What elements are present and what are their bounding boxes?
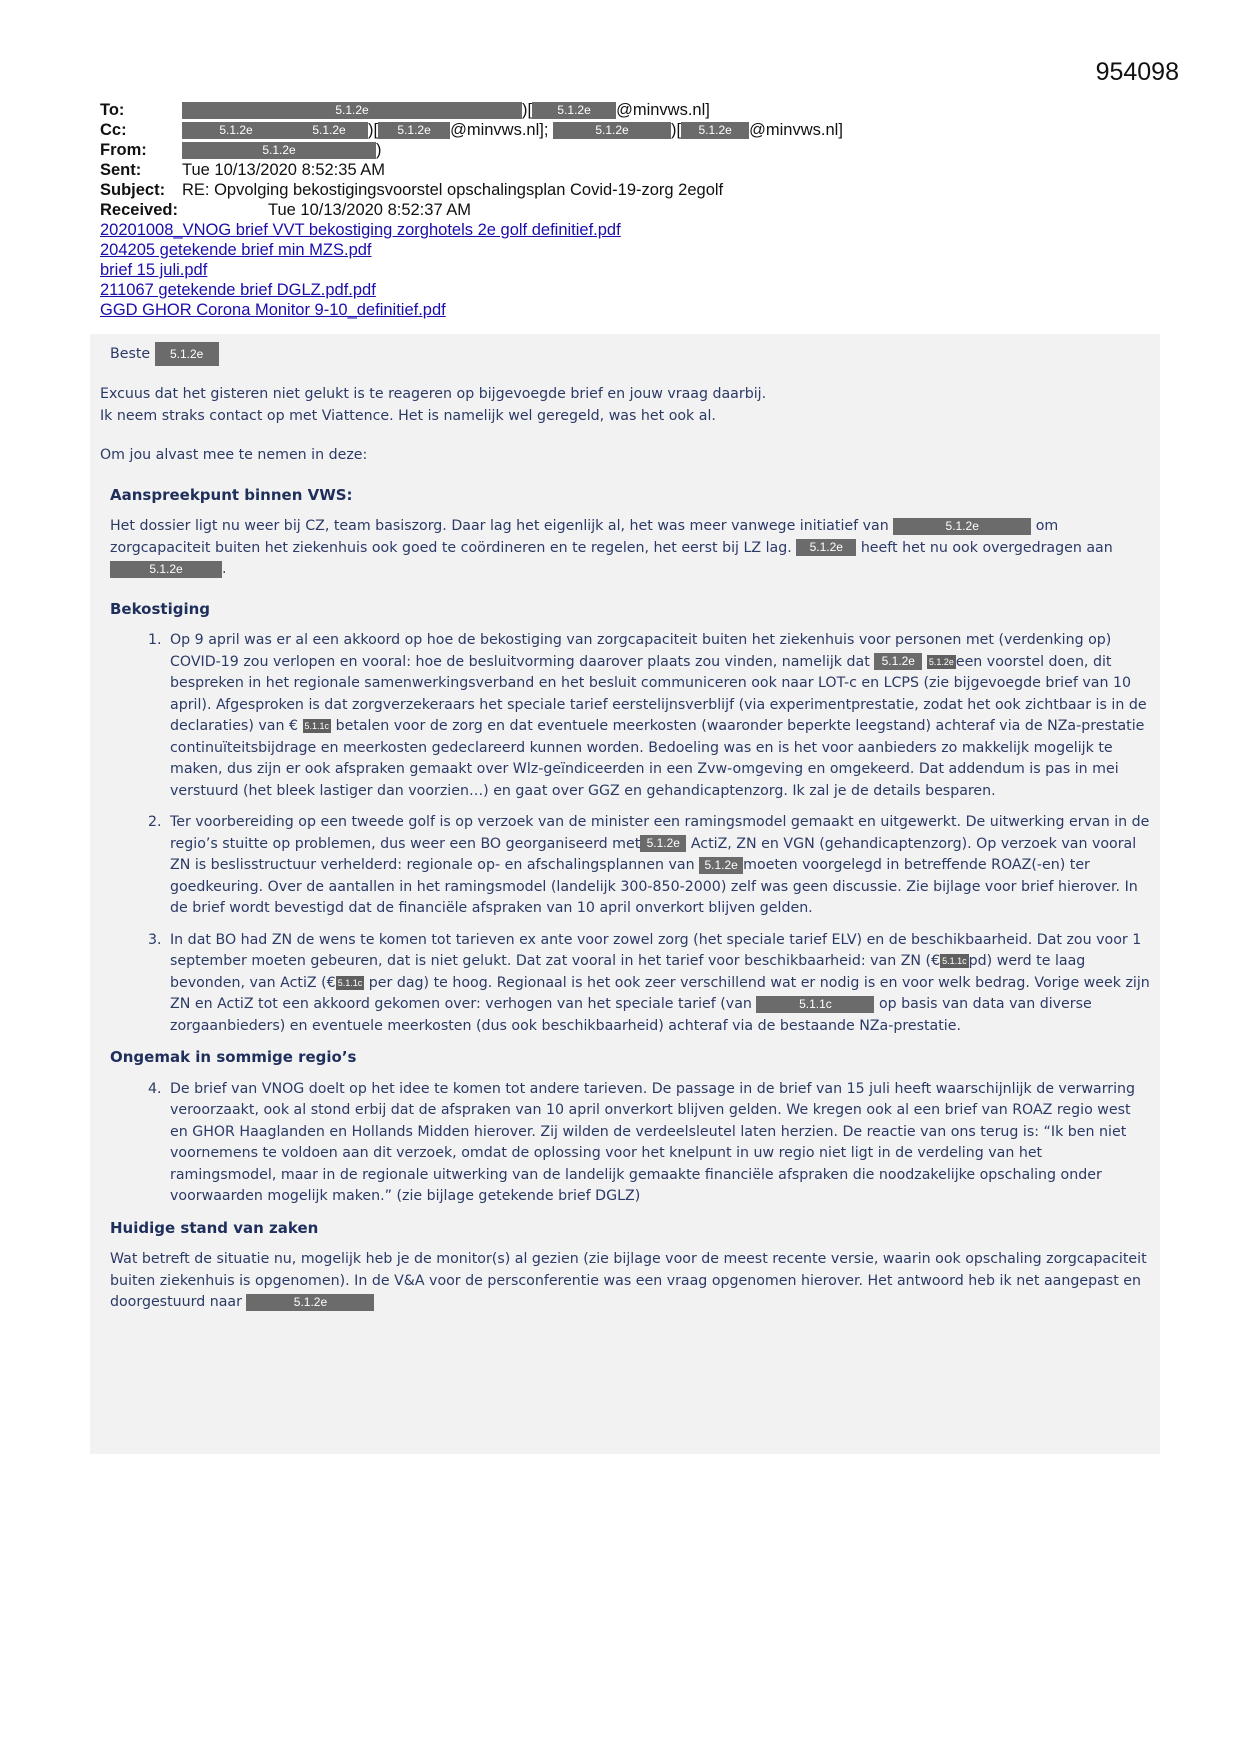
- text-span: Ter voorbereiding op een tweede golf is op verzoek van de minister een ramingsmodel gemaakt en uitgewerkt. De uitwerking ervan in de regio’s stuitte op problemen, dus weer een BO georganiseerd met: [170, 814, 1150, 852]
- redaction: 5.1.2e: [290, 122, 368, 139]
- redaction: 5.1.2e: [155, 342, 219, 366]
- redaction: 5.1.2e: [246, 1294, 374, 1311]
- redaction: 5.1.1c: [304, 721, 330, 731]
- intro-line-2: Ik neem straks contact op met Viattence. Het is namelijk wel geregeld, was het ook al.: [100, 407, 716, 424]
- received-value: Tue 10/13/2020 8:52:37 AM: [268, 201, 472, 219]
- regions-list: [100, 1079, 1150, 1208]
- contact-paragraph: [110, 516, 1150, 581]
- redaction: 5.1.2e: [182, 102, 522, 119]
- sent-row: [100, 160, 1160, 180]
- redaction: 5.1.2e: [874, 653, 922, 670]
- attachment-link[interactable]: GGD GHOR Corona Monitor 9-10_definitief.pdf: [100, 301, 446, 319]
- from-row: [100, 140, 1160, 160]
- attachment-link[interactable]: 204205 getekende brief min MZS.pdf: [100, 241, 372, 259]
- text-span: Wat betreft de situatie nu, mogelijk heb je de monitor(s) al gezien (zie bijlage voor de meest recente versie, waarin ook opschaling zorgcapaciteit buiten ziekenhuis is opgenomen). In de V&A voor de persconferentie was een vraag opgenomen hierover. Het antwoord heb ik net aangepast en doorgestuurd naar: [110, 1251, 1147, 1310]
- section-heading: Huidige stand van zaken: [110, 1218, 319, 1237]
- text-span: Het dossier ligt nu weer bij CZ, team basiszorg. Daar lag het eigenlijk al, het was meer vanwege initiatief van: [110, 518, 889, 534]
- redaction: 5.1.2e: [699, 857, 743, 874]
- status-paragraph: [110, 1249, 1150, 1314]
- redaction: 5.1.1c: [337, 977, 363, 988]
- message-body: [90, 334, 1160, 1454]
- intro-line-1: Excuus dat het gisteren niet gelukt is te reageren op bijgevoegde brief en jouw vraag daarbij.: [100, 386, 767, 402]
- list-item: 4. De brief van VNOG doelt op het idee te komen tot andere tarieven. De passage in de brief van 15 juli heeft waarschijnlijk de verwarring veroorzaakt, ook al stond erbij dat de afspraken van 10 april onverkort blijven gelden. We kregen ook al een brief van ROAZ regio west en GHOR Haaglanden en Hollands Midden hierover. Zij wilden de verdeelsleutel laten herzien. De reactie van ons terug is: “Ik ben niet voornemens te voldoen aan dit verzoek, omdat de oplossing voor het knelpunt in uw regio niet ligt in de verdeling van het ramingsmodel, maar in de regionale uitwerking van de landelijk gemaakte financiële afspraken die noodzakelijke opschaling onder voorwaarden mogelijk maken.” (zie bijlage getekende brief DGLZ): [166, 1079, 1150, 1208]
- subject-label: Subject:: [100, 181, 166, 199]
- text-span: .: [222, 561, 227, 577]
- redaction: 5.1.2e: [553, 122, 671, 139]
- cc-value: 5.1.2e 5.1.2e )[ 5.1.2e @minvws.nl]; 5.1.2e )[ 5.1.2e @minvws.nl]: [182, 120, 843, 140]
- attachment-link[interactable]: 20201008_VNOG brief VVT bekostiging zorghotels 2e golf definitief.pdf: [100, 221, 621, 239]
- cc-row: [100, 120, 1160, 140]
- redaction: 5.1.2e: [893, 518, 1031, 535]
- redaction: 5.1.2e: [378, 122, 450, 139]
- cc-domain-2: @minvws.nl]: [749, 121, 843, 139]
- intro-paragraph: [100, 384, 1150, 427]
- subject-value: RE: Opvolging bekostigingsvoorstel opschalingsplan Covid-19-zorg 2egolf: [182, 181, 724, 199]
- redaction: 5.1.1c: [942, 956, 967, 966]
- redaction: 5.1.2e: [182, 142, 376, 159]
- to-row: [100, 100, 1160, 120]
- subject-row: [100, 180, 1160, 200]
- attachment-list: [100, 220, 1160, 320]
- text-span: een voorstel doen, dit bespreken in het regionale samenwerkingsverband en het besluit communiceren ook naar LOT-c en LCPS (zie bijgevoegde brief van 10 april). Afgesproken is dat zorgverzekeraars het speciale tarief eerstelijnsverblijf (via experimentprestatie, zodat het ook zichtbaar is in de declaraties) van €: [170, 653, 1147, 734]
- list-item: [166, 630, 1150, 802]
- received-label: Received:: [100, 201, 178, 219]
- text-span: heeft het nu ook overgedragen aan: [860, 539, 1113, 556]
- greeting: [110, 342, 1150, 366]
- list-item: [166, 930, 1150, 1038]
- lead-in-paragraph: Om jou alvast mee te nemen in deze:: [100, 447, 368, 463]
- redaction: 5.1.2e: [796, 539, 856, 556]
- redaction: 5.1.2e: [182, 122, 290, 139]
- text-span: betalen voor de zorg en dat eventuele meerkosten (waaronder beperkte leegstand) achteraf via de NZa-prestatie continuïteitsbijdrage en meerkosten gedeclareerd kunnen worden. Bedoeling was en is het voor aanbieders zo makkelijk mogelijk te maken, dus zijn er ook afspraken gemaakt over Wlz-geïndiceerden in een Zvw-omgeving en omgekeerd. Dat addendum is pas in mei verstuurd (het bleek lastiger dan voorzien…) en gaat over GGZ en gehandicaptenzorg. Ik zal je de details besparen.: [170, 718, 1145, 799]
- greeting-text: Beste: [110, 346, 151, 362]
- section-heading: Ongemak in sommige regio’s: [110, 1048, 357, 1066]
- text-span: per dag) te hoog. Regionaal is het ook zeer verschillend wat er nodig is en voor welk bedrag. Vorige week zijn ZN en ActiZ tot een akkoord gekomen over: verhogen van het speciale tarief (van: [170, 974, 1150, 1012]
- attachment-link[interactable]: brief 15 juli.pdf: [100, 261, 208, 279]
- funding-list: [100, 630, 1150, 1037]
- text-span: pd) werd te laag bevonden, van ActiZ (€: [170, 953, 1086, 991]
- cc-label: Cc:: [100, 121, 127, 139]
- document-id: 954098: [1095, 58, 1179, 86]
- section-heading: Bekostiging: [110, 599, 211, 618]
- redaction: 5.1.2e: [640, 835, 686, 852]
- text-span: moeten voorgelegd in betreffende ROAZ(-en) ter goedkeuring. Over de aantallen in het ramingsmodel (landelijk 300-850-2000) zelf was geen discussie. Zie bijlage voor brief hierover. In de brief wordt bevestigd dat de financiële afspraken van 10 april onverkort blijven gelden.: [170, 857, 1138, 916]
- text-span: Op 9 april was er al een akkoord op hoe de bekostiging van zorgcapaciteit buiten het ziekenhuis voor personen met (verdenking op) COVID-19 zou verlopen en vooral: hoe de besluitvorming daarover plaats zou vinden, namelijk dat: [170, 632, 1112, 670]
- section-heading: Aanspreekpunt binnen VWS:: [110, 485, 353, 504]
- received-row: [100, 200, 1160, 220]
- text-span: om zorgcapaciteit buiten het ziekenhuis ook goed te coördineren en te regelen, het eerst bij LZ lag.: [110, 518, 1059, 556]
- to-label: To:: [100, 101, 125, 119]
- redaction: 5.1.2e: [681, 122, 749, 139]
- sent-value: Tue 10/13/2020 8:52:35 AM: [182, 161, 386, 179]
- from-label: From:: [100, 141, 147, 159]
- redaction: 5.1.2e: [532, 102, 616, 119]
- email-header: [100, 100, 1160, 320]
- text-span: In dat BO had ZN de wens te komen tot tarieven ex ante voor zowel zorg (het speciale tarief ELV) en de beschikbaarheid. Dat zou voor 1 september moeten gebeuren, dat is niet gelukt. Dat zat vooral in het tarief voor beschikbaarheid: van ZN (€: [170, 931, 1142, 969]
- text-span: ActiZ, ZN en VGN (gehandicaptenzorg). Op verzoek van vooral ZN is beslisstructuur verhelderd: regionale op- en afschalingsplannen van: [170, 835, 1137, 873]
- attachment-link[interactable]: 211067 getekende brief DGLZ.pdf.pdf: [100, 281, 376, 299]
- to-value: 5.1.2e )[ 5.1.2e @minvws.nl]: [182, 100, 710, 120]
- redaction: 5.1.2e: [928, 656, 954, 667]
- to-domain: @minvws.nl]: [616, 101, 710, 119]
- redaction: 5.1.2e: [110, 561, 222, 578]
- cc-domain-1: @minvws.nl];: [450, 121, 549, 139]
- sent-label: Sent:: [100, 161, 142, 179]
- text-span: op basis van data van diverse zorgaanbieders) en eventuele meerkosten (dus ook beschikbaarheid) achteraf via de bestaande NZa-prestatie.: [170, 996, 1092, 1034]
- list-item: [166, 812, 1150, 920]
- from-value: 5.1.2e ): [182, 140, 382, 160]
- redaction: 5.1.1c: [756, 996, 874, 1013]
